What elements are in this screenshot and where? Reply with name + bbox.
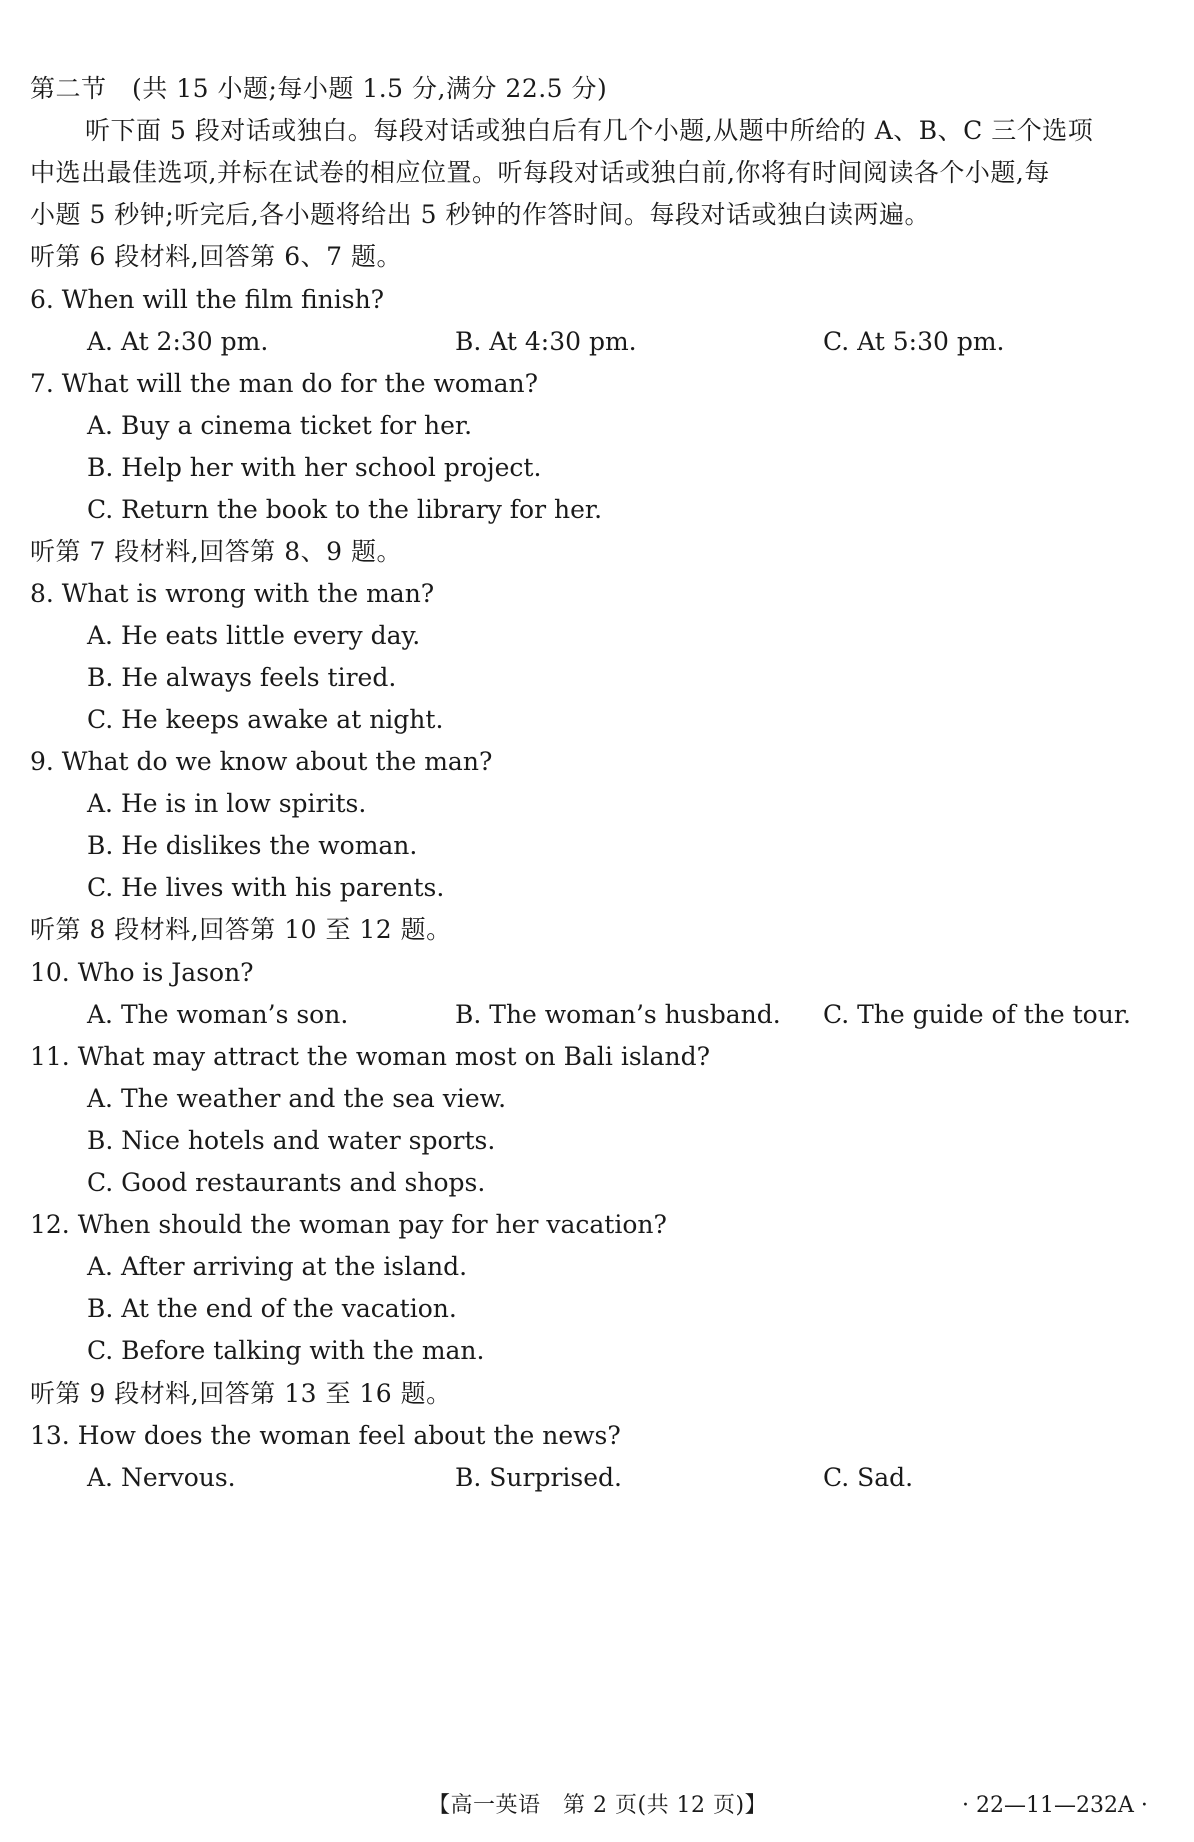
option-a: A. The weather and the sea view. (87, 1084, 507, 1113)
instructions-line-2: 中选出最佳选项,并标在试卷的相应位置。听每段对话或独白前,你将有时间阅读各个小题,每 (30, 158, 1050, 187)
option-b: B. He always feels tired. (87, 663, 397, 692)
option-b: B. Nice hotels and water sports. (87, 1126, 496, 1155)
question-stem: 7. What will the man do for the woman? (30, 369, 539, 398)
question-stem: 10. Who is Jason? (30, 958, 254, 987)
option-c: C. Return the book to the library for her. (87, 495, 603, 524)
option-a: A. The woman’s son. (87, 1000, 349, 1029)
option-a: A. At 2:30 pm. (87, 327, 269, 356)
option-a: A. Buy a cinema ticket for her. (87, 411, 473, 440)
option-b: B. Help her with her school project. (87, 453, 542, 482)
question-stem: 12. When should the woman pay for her vacation? (30, 1210, 667, 1239)
option-a: A. After arriving at the island. (87, 1252, 468, 1281)
option-c: C. He keeps awake at night. (87, 705, 444, 734)
footer-code: · 22—11—232A · (962, 1793, 1148, 1818)
instructions-line-3: 小题 5 秒钟;听完后,各小题将给出 5 秒钟的作答时间。每段对话或独白读两遍。 (30, 200, 930, 229)
option-b: B. The woman’s husband. (455, 1000, 781, 1029)
option-a: A. Nervous. (87, 1463, 236, 1492)
section-header: 第二节 (共 15 小题;每小题 1.5 分,满分 22.5 分) (30, 74, 608, 103)
option-c: C. He lives with his parents. (87, 873, 445, 902)
option-c: C. Before talking with the man. (87, 1336, 485, 1365)
option-c: C. The guide of the tour. (823, 1000, 1131, 1029)
instructions-line-1: 听下面 5 段对话或独白。每段对话或独白后有几个小题,从题中所给的 A、B、C 三个选项 (85, 116, 1094, 145)
question-stem: 8. What is wrong with the man? (30, 579, 435, 608)
group-intro: 听第 8 段材料,回答第 10 至 12 题。 (30, 915, 452, 944)
option-a: A. He eats little every day. (87, 621, 421, 650)
question-stem: 9. What do we know about the man? (30, 747, 493, 776)
option-c: C. At 5:30 pm. (823, 327, 1005, 356)
option-b: B. At the end of the vacation. (87, 1294, 457, 1323)
footer-page-label: 【高一英语 第 2 页(共 12 页)】 (428, 1793, 768, 1818)
group-intro: 听第 9 段材料,回答第 13 至 16 题。 (30, 1379, 452, 1408)
option-a: A. He is in low spirits. (87, 789, 367, 818)
question-stem: 6. When will the film finish? (30, 285, 385, 314)
option-c: C. Sad. (823, 1463, 914, 1492)
option-b: B. He dislikes the woman. (87, 831, 418, 860)
option-c: C. Good restaurants and shops. (87, 1168, 486, 1197)
question-stem: 13. How does the woman feel about the news? (30, 1421, 621, 1450)
option-b: B. At 4:30 pm. (455, 327, 637, 356)
group-intro: 听第 7 段材料,回答第 8、9 题。 (30, 537, 402, 566)
group-intro: 听第 6 段材料,回答第 6、7 题。 (30, 242, 402, 271)
question-stem: 11. What may attract the woman most on Bali island? (30, 1042, 711, 1071)
option-b: B. Surprised. (455, 1463, 622, 1492)
